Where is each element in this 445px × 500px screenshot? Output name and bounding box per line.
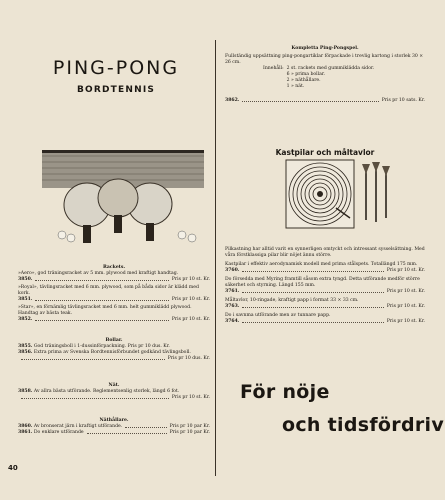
rackets-heading: Rackets. xyxy=(102,265,126,270)
darts-item-3: Måltavlor, 10-ringade, kraftigt papp i format 33 × 33 cm. 3763. Pris pr 10 st. Kr. xyxy=(225,298,425,309)
net-holders-section: Näthållare. 3860. Av bronserat järn i kraftigt utförande. Pris pr 10 par Kr. 3861. Do enklare utförande Pris pr 10 par Kr. xyxy=(18,418,210,435)
rackets-item-1: »Aero», god träningsracket av 5 mm. plywood med kraftigt handtag. 3850. Pris pr 10 st. Kr. xyxy=(18,271,210,282)
balls-heading: Bollar. xyxy=(105,338,123,343)
darts-heading: Kastpilar och måltavlor xyxy=(275,148,375,157)
complete-set-section: Kompletta Ping-Pongspel. Fullständig uppsättning ping-pongartiklar förpackade i trevlig kartong i storlek 30 × 26 cm. Innehåll: 2 st. rackets med gummiklädda sidor. 6 » prima bollar. 2 » näthållare. 1 » nät. 3862. Pris pr 10 sats. Kr. xyxy=(225,46,425,103)
column-divider xyxy=(215,40,216,476)
balls-section: Bollar. 3855. God träningsboll i 1-dussinförpackning. Pris pr 10 dus. Kr. 3856. Extra prima av Svenska Bordtennisförbundet godkänd tävlingsboll. Pris pr 10 dus. Kr. xyxy=(18,338,210,361)
rackets-item-3: »Star», en förnämlig tävlingsracket med 6 mm. helt gummiklädd plywood. Handtag av bästa teak. 3852. Pris pr 10 st. Kr. xyxy=(18,305,210,322)
page-number: 40 xyxy=(8,464,18,472)
net-heading: Nät. xyxy=(108,383,120,388)
dartboard-target xyxy=(286,160,354,228)
ping-pong-illustration xyxy=(42,150,204,245)
rackets-section xyxy=(18,265,210,323)
net-section: Nät. 3858. Av allra bästa utförande. Reglementsenlig storlek, längd 6 fot. Pris pr 10 st. Kr. xyxy=(18,383,210,400)
darts-item-4: Do i savnma utförande men av tunnare papp. 3764. Pris pr 10 st. Kr. xyxy=(225,313,425,324)
dartboard-illustration xyxy=(284,158,399,238)
darts-item-1: Kastpilar i effektiv aerodynamisk modell med prima stålspets. Totallängd 175 mm. 3760. Pris pr 10 st. Kr. xyxy=(225,262,425,273)
rackets-item-2: »Royal», tävlingsracket med 6 mm. plywood, som på båda sidor är klädd med kork. 3851. Pris pr 10 st. Kr. xyxy=(18,285,210,302)
slogan-line-1: För nöje xyxy=(240,381,330,403)
darts-item-2: Do försedda med Myring framtill såsom extra tyngd. Detta utförande medför större säkerhet och styrning. Längd 155 mm. 3761. Pris pr 10 st. Kr. xyxy=(225,277,425,294)
page-title: PING-PONG xyxy=(52,57,180,79)
balls-item-2: 3856. Extra prima av Svenska Bordtennisförbundet godkänd tävlingsboll. xyxy=(18,350,191,355)
complete-set-heading: Kompletta Ping-Pongspel. xyxy=(291,46,359,51)
darts-section: Pilkastning har alltid varit en synnerligen omtyckt och intressant sysselsättning. Med våra förstklassiga pilar blir nöjet ännu större. Kastpilar i effektiv aerodynamisk modell med prima stålspets. Totallängd 175 mm. 3760. Pris pr 10 st. Kr. Do försedda med Myring framtill såsom extra tyngd. Detta utförande medför större säkerhet och styrning. Längd 155 mm. 3761. Pris pr 10 st. Kr. Måltavlor, 10-ringade, kraftigt papp i format 33 × 33 cm. 3763. Pris pr 10 st. Kr. Do i savnma utförande men av tunnare papp. 3764. Pris pr 10 st. Kr. xyxy=(225,247,425,324)
balls-item-1: 3855. God träningsboll i 1-dussinförpackning. Pris pr 10 dus. Kr. xyxy=(18,344,170,349)
slogan-line-2: och tidsfördriv xyxy=(282,414,445,436)
net-holders-heading: Näthållare. xyxy=(99,418,129,423)
page-subtitle: BORDTENNIS xyxy=(76,85,156,95)
